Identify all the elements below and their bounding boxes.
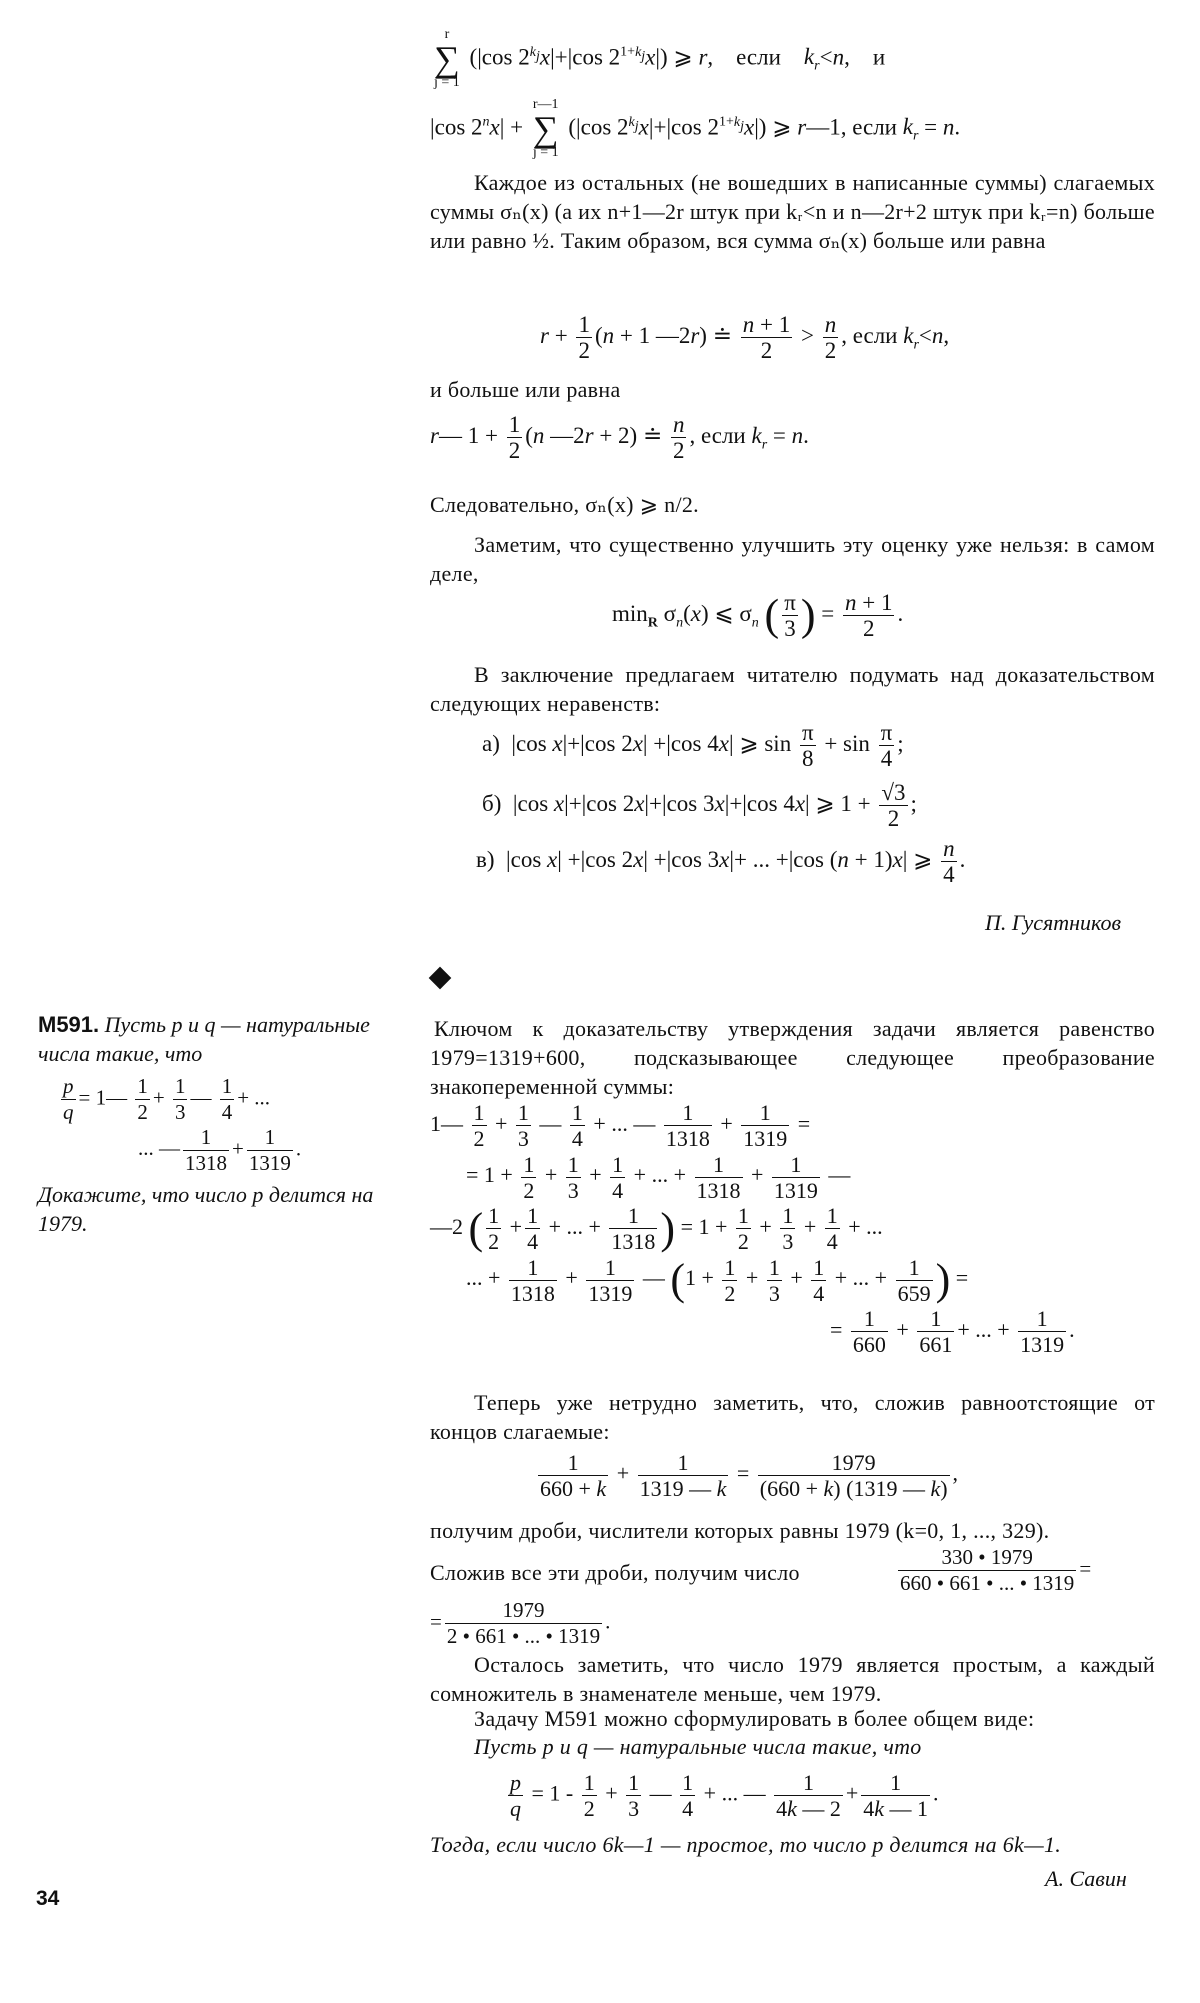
formula-general: $\frac{p}{q}$ = 1 - $\frac{1}{2}$ + $\frac{1}{3}$ — $\frac{1}{4}$ + ... — $\frac{1}{4k — 2}$ + $\frac{1}{4k — 1}$ . xyxy=(510,1770,939,1821)
inequality-b: б) |cos x|+|cos 2x|+|cos 3x|+|cos 4x| ⩾ 1 + $\frac{√3}{2}$ ; xyxy=(482,780,917,831)
problem-m591 xyxy=(38,1010,383,1238)
sum-inequality-1: r ∑ j = 1 (|cos $2^{k_j}x|+|\cos$ $2^{1+k_j}x|$) ⩾ r, если $k_r<n$, и xyxy=(434,27,886,90)
solution-paragraph-4: Сложив все эти дроби, получим число xyxy=(430,1560,800,1585)
page-number: 34 xyxy=(36,1887,60,1910)
paragraph-and-greater: и больше или равна xyxy=(430,377,621,402)
inequality-c: в) |cos x| +|cos 2x| +|cos 3x|+ ... +|cos (n + 1)x| ⩾ $\frac{n}{4}$ . xyxy=(476,836,966,887)
solution-alternating-sum: 1— $\frac{1}{2}$ + $\frac{1}{3}$ — $\frac{1}{4}$ + ... — $\frac{1}{1318}$ + $\frac{1}{1319}$ = = 1 + $\frac{1}{2}$ + $\frac{1}{3}$ + $\frac{1}{4}$ + ... + $\frac{1}{1318}$ + $\frac{1}{1319}$ — —2 ( $\frac{1}{2}$ + $\frac{1}{4}$ + ... + $\frac{1}{1318}$ ) = 1 + $\frac{1}{2}$ + $\frac{1}{3}$ + $\frac{1}{4}$ + ... ... + $\frac{1}{1318}$ + $\frac{1}{1319}$ — (1 + $\frac{1}{2}$ + $\frac{1}{3}$ + $\frac{1}{4}$ + ... + $\frac{1}{659}$ ) = = $\frac{1}{660}$ + $\frac{1}{661}$ + ... + $\frac{1}{1319}$ . xyxy=(430,1100,1075,1358)
formula-total-fraction: $\frac{330 • 1979}{660 • 661 • ... • 1319}$ = xyxy=(900,1545,1092,1595)
problem-statement: Пусть p и q — натуральные числа такие, что xyxy=(38,1012,370,1066)
solution-paragraph-7: Пусть p и q — натуральные числа такие, что xyxy=(474,1734,922,1759)
formula-min-sigma: $\min_R \sigma_n(x)$ ⩽ $\sigma_n$ ( $\frac{\pi}{3}$ ) = $\frac{n + 1}{2}$ . xyxy=(612,590,904,641)
problem-formula: $\frac{p}{q}$ = 1— $\frac{1}{2}$ + $\frac{1}{3}$ — $\frac{1}{4}$ + ... ... — $\frac{1}{1318}$ + $\frac{1}{1319}$ . xyxy=(63,1074,302,1175)
formula-lower-bound-1: r + $\frac{1}{2}$ (n + 1 —2r) ≐ $\frac{n + 1}{2}$ > $\frac{n}{2}$ , если $k_r<n$, xyxy=(540,312,950,363)
formula-lower-bound-2: r— 1 + $\frac{1}{2}$ (n —2r + 2) ≐ $\frac{n}{2}$ , если $k_r = n$. xyxy=(430,412,809,463)
paragraph-conclusion: В заключение предлагаем читателю подумать над доказательством следующих неравенств: xyxy=(430,662,1155,716)
formula-reduced-fraction: = $\frac{1979}{2 • 661 • ... • 1319}$ . xyxy=(430,1598,611,1648)
paragraph-note: Заметим, что существенно улучшить эту оценку уже нельзя: в самом деле, xyxy=(430,532,1155,586)
solution-paragraph-5: Осталось заметить, что число 1979 является простым, а каждый сомножитель в знаменателе меньше, чем 1979. xyxy=(430,1652,1155,1706)
author-gusyatnikov: П. Гусятников xyxy=(985,910,1122,935)
problem-id: M591. xyxy=(38,1012,100,1037)
solution-paragraph-2: Теперь уже нетрудно заметить, что, сложив равноотстоящие от концов слагаемые: xyxy=(430,1390,1155,1444)
author-savin: А. Савин xyxy=(1045,1866,1127,1891)
solution-paragraph-6: Задачу М591 можно сформулировать в более общем виде: xyxy=(474,1706,1035,1731)
solution-paragraph-3: получим дроби, числители которых равны 1979 (k=0, 1, ..., 329). xyxy=(430,1518,1050,1543)
formula-pair-sum: $\frac{1}{660 + k}$ + $\frac{1}{1319 — k}$ = $\frac{1979}{(660 + k) (1319 — k)}$ , xyxy=(540,1450,959,1501)
section-divider-diamond xyxy=(429,967,452,990)
solution-paragraph-1: Ключом к доказательству утверждения задачи является равенство 1979=1319+600, подсказывающее следующее преобразование знакопеременной суммы: xyxy=(430,1016,1155,1099)
problem-task: Докажите, что число p делится на 1979. xyxy=(38,1182,374,1236)
solution-paragraph-8: Тогда, если число 6k—1 — простое, то число p делится на 6k—1. xyxy=(430,1832,1062,1857)
inequality-a: а) |cos x|+|cos 2x| +|cos 4x| ⩾ sin $\frac{\pi}{8}$ + sin $\frac{\pi}{4}$ ; xyxy=(482,720,904,771)
paragraph-consequently: Следовательно, σₙ(x) ⩾ n/2. xyxy=(430,492,699,517)
sum-inequality-2: |cos $2^nx|$ + r—1 ∑ j = 1 (|cos $2^{k_j}x|+|\cos$ $2^{1+k_j}x|$) ⩾ r—1, если $k_r = n$. xyxy=(430,97,961,160)
inequality-b-label: б) xyxy=(482,790,502,816)
inequality-a-label: а) xyxy=(482,730,500,756)
paragraph-remaining-terms: Каждое из остальных (не вошедших в написанные суммы) слагаемых суммы σₙ(x) (а их n+1—2r штук при kᵣ<n и n—2r+2 штук при kᵣ=n) больше или равно ½. Таким образом, вся сумма σₙ(x) больше или равна xyxy=(430,170,1155,253)
inequality-c-label: в) xyxy=(476,846,495,872)
